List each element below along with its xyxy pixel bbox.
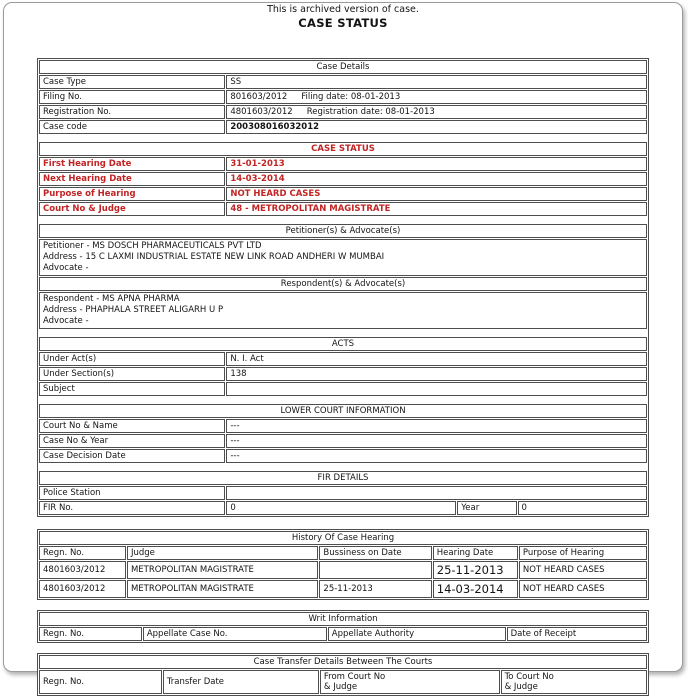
under-section-value: 138 bbox=[226, 367, 647, 381]
lower-court-name-label: Court No & Name bbox=[39, 419, 225, 433]
spacer-cell bbox=[39, 135, 647, 141]
registration-row bbox=[39, 105, 647, 119]
lower-decision-date-label: Case Decision Date bbox=[39, 449, 225, 463]
under-section-row bbox=[39, 367, 647, 381]
history-purpose: NOT HEARD CASES bbox=[519, 580, 647, 598]
petitioner-section-title: Petitioner(s) & Advocate(s) bbox=[39, 224, 647, 238]
spacer-row bbox=[39, 135, 647, 141]
transfer-to-court-line1: To Court No bbox=[504, 672, 554, 682]
spacer-cell bbox=[39, 464, 647, 470]
history-header-row bbox=[39, 546, 647, 560]
filing-no-label: Filing No. bbox=[39, 90, 225, 104]
case-details-section-title: Case Details bbox=[39, 60, 647, 74]
case-type-value: SS bbox=[226, 75, 647, 89]
petitioner-name: Petitioner - MS DOSCH PHARMACEUTICALS PVT LTD bbox=[43, 241, 262, 251]
next-hearing-label: Next Hearing Date bbox=[39, 172, 225, 186]
registration-number: 4801603/2012 bbox=[230, 107, 293, 117]
case-details-table bbox=[37, 58, 649, 517]
court-no-judge-label: Court No & Judge bbox=[39, 202, 225, 216]
respondent-block bbox=[39, 292, 647, 329]
transfer-header-to-court bbox=[501, 670, 647, 694]
spacer-cell bbox=[39, 397, 647, 403]
first-hearing-value: 31-01-2013 bbox=[226, 157, 647, 171]
writ-table bbox=[37, 610, 649, 643]
history-header-purpose: Purpose of Hearing bbox=[519, 546, 647, 560]
respondent-address: Address - PHAPHALA STREET ALIGARH U P bbox=[43, 305, 224, 315]
purpose-of-hearing-label: Purpose of Hearing bbox=[39, 187, 225, 201]
court-no-judge-value: 48 - METROPOLITAN MAGISTRATE bbox=[226, 202, 647, 216]
lower-court-title-row bbox=[39, 404, 647, 418]
first-hearing-label: First Hearing Date bbox=[39, 157, 225, 171]
history-header-regn-no: Regn. No. bbox=[39, 546, 126, 560]
filing-date: Filing date: 08-01-2013 bbox=[301, 92, 401, 102]
respondent-block-row bbox=[39, 292, 647, 329]
acts-section-title: ACTS bbox=[39, 337, 647, 351]
spacer-row bbox=[39, 330, 647, 336]
history-hearing-date: 14-03-2014 bbox=[433, 580, 518, 598]
next-hearing-value: 14-03-2014 bbox=[226, 172, 647, 186]
respondent-advocate: Advocate - bbox=[43, 316, 89, 326]
lower-decision-date-value: --- bbox=[226, 449, 647, 463]
history-section-title: History Of Case Hearing bbox=[39, 531, 647, 545]
respondent-name: Respondent - MS APNA PHARMA bbox=[43, 294, 180, 304]
case-status-page bbox=[3, 2, 683, 692]
fir-year-label: Year bbox=[457, 501, 516, 515]
petitioner-title-row bbox=[39, 224, 647, 238]
under-act-value: N. I. Act bbox=[226, 352, 647, 366]
transfer-section-title: Case Transfer Details Between The Courts bbox=[39, 655, 647, 669]
fir-no-row bbox=[39, 501, 647, 515]
history-row bbox=[39, 580, 647, 598]
history-table bbox=[37, 529, 649, 600]
purpose-of-hearing-row bbox=[39, 187, 647, 201]
next-hearing-row bbox=[39, 172, 647, 186]
subject-label: Subject bbox=[39, 382, 225, 396]
lower-court-name-row bbox=[39, 419, 647, 433]
court-no-judge-row bbox=[39, 202, 647, 216]
writ-header-regn-no: Regn. No. bbox=[39, 627, 142, 641]
police-station-label: Police Station bbox=[39, 486, 225, 500]
transfer-header-row bbox=[39, 670, 647, 694]
under-section-label: Under Section(s) bbox=[39, 367, 225, 381]
filing-number: 801603/2012 bbox=[230, 92, 288, 102]
transfer-table bbox=[37, 653, 649, 696]
petitioner-advocate: Advocate - bbox=[43, 263, 89, 273]
history-business-on-date bbox=[319, 561, 431, 579]
spacer-row bbox=[39, 217, 647, 223]
content-area bbox=[4, 58, 682, 696]
case-details-title-row bbox=[39, 60, 647, 74]
history-row bbox=[39, 561, 647, 579]
case-status-section-title: CASE STATUS bbox=[39, 142, 647, 156]
spacer-row bbox=[39, 464, 647, 470]
spacer-cell bbox=[39, 330, 647, 336]
acts-title-row bbox=[39, 337, 647, 351]
history-title-row bbox=[39, 531, 647, 545]
transfer-title-row bbox=[39, 655, 647, 669]
transfer-header-transfer-date: Transfer Date bbox=[163, 670, 319, 694]
transfer-from-court-line1: From Court No bbox=[323, 672, 386, 682]
writ-section-title: Writ Information bbox=[39, 612, 647, 626]
history-regn-no: 4801603/2012 bbox=[39, 561, 126, 579]
under-act-row bbox=[39, 352, 647, 366]
spacer-row bbox=[39, 397, 647, 403]
lower-court-section-title: LOWER COURT INFORMATION bbox=[39, 404, 647, 418]
history-judge: METROPOLITAN MAGISTRATE bbox=[127, 580, 318, 598]
fir-title-row bbox=[39, 471, 647, 485]
spacer-cell bbox=[39, 217, 647, 223]
transfer-header-regn-no: Regn. No. bbox=[39, 670, 162, 694]
registration-no-value bbox=[226, 105, 647, 119]
history-hearing-date: 25-11-2013 bbox=[433, 561, 518, 579]
page-title: CASE STATUS bbox=[298, 16, 388, 30]
writ-header-appellate-case-no: Appellate Case No. bbox=[143, 627, 327, 641]
lower-case-no-row bbox=[39, 434, 647, 448]
lower-case-no-label: Case No & Year bbox=[39, 434, 225, 448]
petitioner-address: Address - 15 C LAXMI INDUSTRIAL ESTATE NEW LINK ROAD ANDHERI W MUMBAI bbox=[43, 252, 385, 262]
history-header-hearing-date: Hearing Date bbox=[433, 546, 518, 560]
police-station-value bbox=[226, 486, 647, 500]
under-act-label: Under Act(s) bbox=[39, 352, 225, 366]
police-station-row bbox=[39, 486, 647, 500]
first-hearing-row bbox=[39, 157, 647, 171]
case-status-title-row bbox=[39, 142, 647, 156]
history-purpose: NOT HEARD CASES bbox=[519, 561, 647, 579]
fir-section-title: FIR DETAILS bbox=[39, 471, 647, 485]
history-judge: METROPOLITAN MAGISTRATE bbox=[127, 561, 318, 579]
registration-date: Registration date: 08-01-2013 bbox=[306, 107, 435, 117]
transfer-to-court-line2: & Judge bbox=[504, 682, 538, 692]
case-type-label: Case Type bbox=[39, 75, 225, 89]
history-business-on-date: 25-11-2013 bbox=[319, 580, 431, 598]
writ-title-row bbox=[39, 612, 647, 626]
lower-case-no-value: --- bbox=[226, 434, 647, 448]
writ-header-date-of-receipt: Date of Receipt bbox=[507, 627, 647, 641]
fir-no-value: 0 bbox=[226, 501, 456, 515]
fir-no-label: FIR No. bbox=[39, 501, 225, 515]
case-code-label: Case code bbox=[39, 120, 225, 134]
registration-no-label: Registration No. bbox=[39, 105, 225, 119]
writ-header-appellate-authority: Appellate Authority bbox=[328, 627, 506, 641]
lower-court-name-value: --- bbox=[226, 419, 647, 433]
case-code-value: 200308016032012 bbox=[226, 120, 647, 134]
subject-value bbox=[226, 382, 647, 396]
history-regn-no: 4801603/2012 bbox=[39, 580, 126, 598]
respondent-section-title: Respondent(s) & Advocate(s) bbox=[39, 277, 647, 291]
transfer-header-from-court bbox=[320, 670, 500, 694]
petitioner-block-row bbox=[39, 239, 647, 276]
petitioner-block bbox=[39, 239, 647, 276]
history-header-judge: Judge bbox=[127, 546, 318, 560]
lower-decision-date-row bbox=[39, 449, 647, 463]
subject-row bbox=[39, 382, 647, 396]
transfer-from-court-line2: & Judge bbox=[323, 682, 358, 692]
fir-year-value: 0 bbox=[518, 501, 648, 515]
writ-header-row bbox=[39, 627, 647, 641]
archived-note: This is archived version of case. bbox=[267, 4, 419, 15]
filing-no-value bbox=[226, 90, 647, 104]
respondent-title-row bbox=[39, 277, 647, 291]
page-header bbox=[4, 3, 682, 30]
case-code-row bbox=[39, 120, 647, 134]
case-type-row bbox=[39, 75, 647, 89]
purpose-of-hearing-value: NOT HEARD CASES bbox=[226, 187, 647, 201]
history-header-business-on-date: Bussiness on Date bbox=[319, 546, 431, 560]
filing-row bbox=[39, 90, 647, 104]
